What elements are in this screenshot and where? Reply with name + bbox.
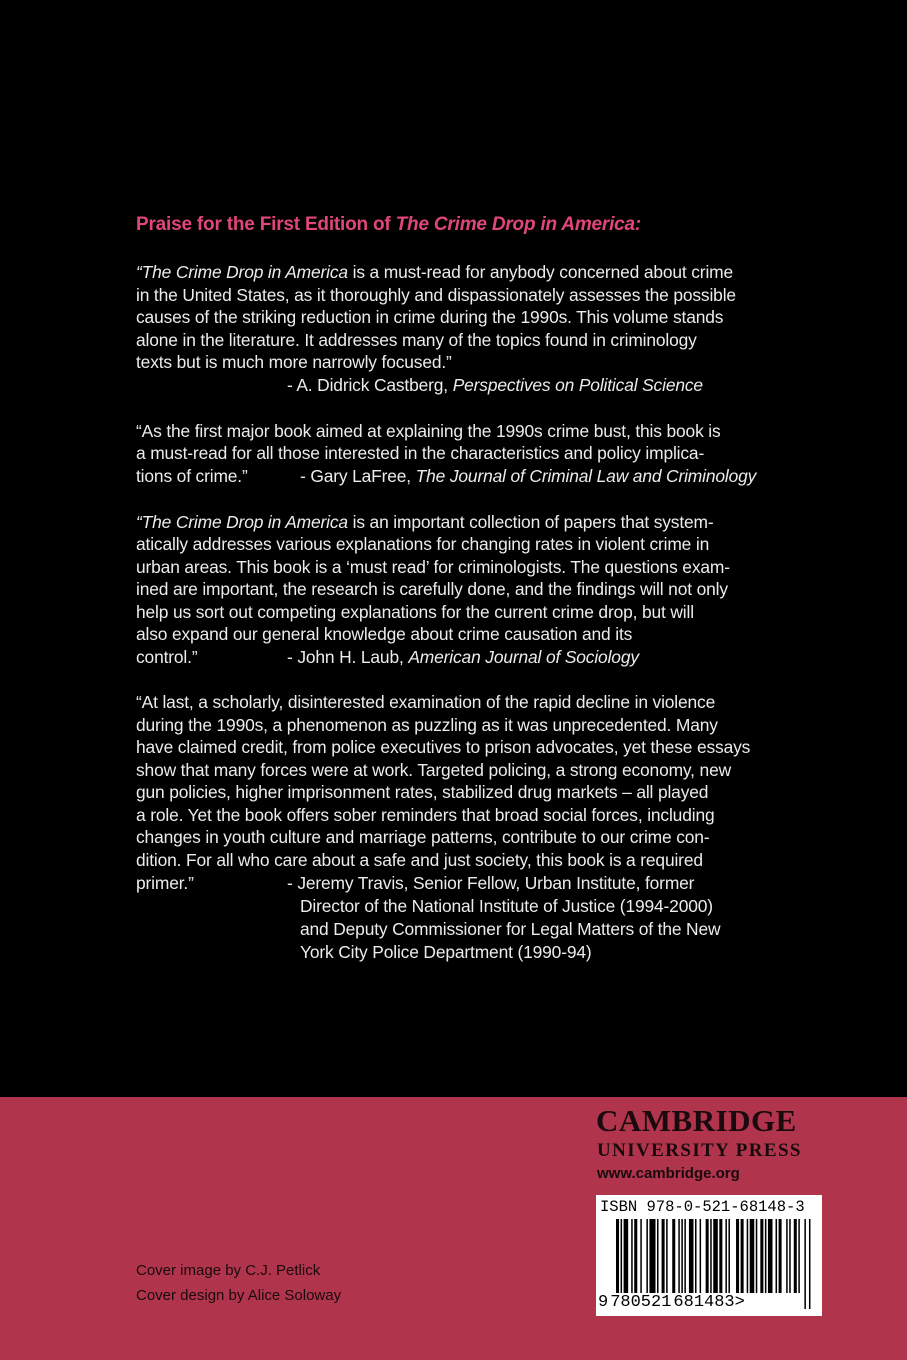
barcode-bar [768,1219,773,1293]
quote1-line: causes of the striking reduction in crime during the 1990s. This volume stands [136,307,724,327]
barcode-bar [649,1219,655,1293]
quote4-line: dition. For all who care about a safe and just society, this book is a required [136,850,703,870]
barcode-bar [657,1219,659,1293]
barcode-bar [736,1219,739,1293]
isbn-text: ISBN 978-0-521-68148-3 [600,1198,805,1216]
quote4-line: gun policies, higher imprisonment rates, stabilized drug markets – all played [136,782,709,802]
quote3-line: control.” [136,647,198,667]
quote1-line: alone in the literature. It addresses many of the topics found in criminology [136,330,697,350]
cover-design-credit: Cover design by Alice Soloway [136,1287,342,1304]
barcode-bar [728,1219,730,1293]
barcode-bar [684,1219,686,1293]
quote4-line: show that many forces were at work. Targeted policing, a strong economy, new [136,760,731,780]
barcode-bar [695,1219,697,1293]
barcode-bar [741,1219,744,1293]
isbn-barcode [596,1195,822,1316]
quote1-line: “The Crime Drop in America is a must-read for anybody concerned about crime [136,262,734,282]
quote3-line: urban areas. This book is a ‘must read’ for criminologists. The questions exam- [136,557,730,577]
barcode-bar [779,1219,782,1293]
quote3-attribution: - John H. Laub, American Journal of Sociology [287,647,639,667]
barcode-bar [689,1219,694,1293]
quote3-line: help us sort out competing explanations for the current crime drop, but will [136,602,694,622]
quote3-line: also expand our general knowledge about crime causation and its [136,624,633,644]
quote3-line: atically addresses various explanations for changing rates in violent crime in [136,534,710,554]
quote4-attribution: York City Police Department (1990-94) [300,942,592,962]
barcode-bar [678,1219,680,1293]
barcode-bar [631,1219,633,1293]
quote4-line: have claimed credit, from police executives to prison advocates, yet these essays [136,737,751,757]
barcode-bar [776,1219,778,1293]
barcode-bar [794,1219,797,1293]
quote3-line: “The Crime Drop in America is an important collection of papers that system- [136,512,714,532]
barcode-bar [640,1219,642,1293]
barcode-bar [760,1219,763,1293]
barcode-bar [798,1219,800,1293]
barcode-bar [662,1219,665,1293]
cover-image-credit: Cover image by C.J. Petlick [136,1262,321,1279]
quote4-line: changes in youth culture and marriage patterns, contribute to our crime con- [136,827,710,847]
barcode-bar [646,1219,648,1293]
barcode-bar [750,1219,755,1293]
quote4-attribution: Director of the National Institute of Justice (1994-2000) [300,896,713,916]
quote2-line: a must-read for all those interested in the characteristics and policy implica- [136,443,705,463]
quote4-attribution: and Deputy Commissioner for Legal Matters of the New [300,919,721,939]
publisher-website: www.cambridge.org [597,1165,740,1182]
barcode-bar [765,1219,767,1293]
quote1-line: in the United States, as it thoroughly and dispassionately assesses the possible [136,285,736,305]
publisher-logo-name: CAMBRIDGE [596,1103,797,1138]
barcode-bar [725,1219,727,1293]
praise-heading: Praise for the First Edition of The Crime Drop in America: [136,214,642,235]
quote4-line: a role. Yet the book offers sober reminders that broad social forces, including [136,805,715,825]
quote4-attribution: - Jeremy Travis, Senior Fellow, Urban Institute, former [287,873,695,893]
quote4-line: during the 1990s, a phenomenon as puzzling as it was unprecedented. Many [136,715,718,735]
barcode-bar [809,1219,811,1309]
barcode-bar [756,1219,758,1293]
quote1-attribution: - A. Didrick Castberg, Perspectives on Political Science [287,375,703,395]
publisher-logo-press: UNIVERSITY PRESS [597,1140,802,1161]
quote3-line: ined are important, the research is carefully done, and the findings will not only [136,579,728,599]
barcode-bar [634,1219,637,1293]
quote2-attribution: - Gary LaFree, The Journal of Criminal Law and Criminology [300,466,757,486]
quote1-line: texts but is much more narrowly focused.” [136,352,452,372]
barcode-bar [681,1219,683,1293]
barcode-bar [786,1219,788,1293]
barcode-digits: 9 780521 681483> [598,1293,745,1312]
barcode-bar [789,1219,791,1293]
barcode-bar [804,1219,806,1309]
barcode-bar [672,1219,675,1293]
barcode-bar [710,1219,712,1293]
quote2-line: “As the first major book aimed at explaining the 1990s crime bust, this book is [136,421,721,441]
quote2-line: tions of crime.” [136,466,248,486]
quote4-line: “At last, a scholarly, disinterested examination of the rapid decline in violence [136,692,716,712]
barcode-bar [747,1219,749,1293]
barcode-bar [624,1219,629,1293]
barcode-bar [666,1219,668,1293]
barcode-bar [700,1219,702,1293]
quote4-line: primer.” [136,873,194,893]
barcode-bar [706,1219,709,1293]
